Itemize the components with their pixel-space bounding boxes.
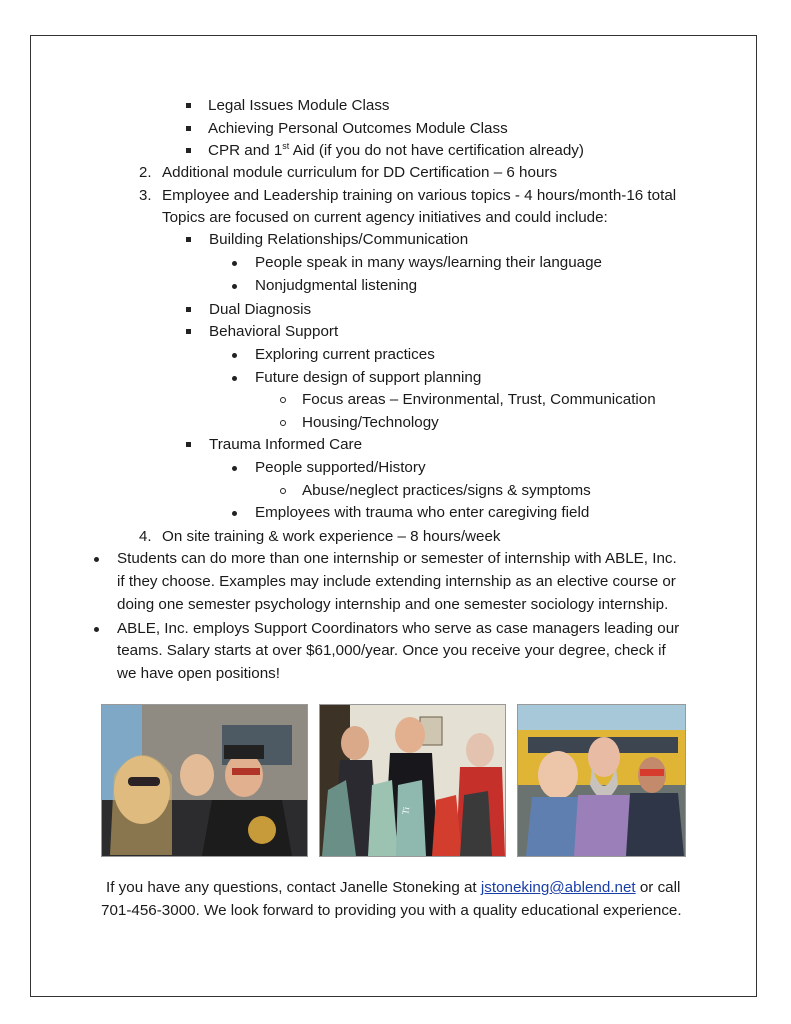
topic-dual-diagnosis: Dual Diagnosis bbox=[209, 301, 312, 318]
subtopic: Nonjudgmental listening bbox=[255, 277, 418, 294]
subtopic: Future design of support planning bbox=[255, 369, 482, 386]
circle-bullet-icon bbox=[280, 488, 286, 494]
list-number: 4. bbox=[139, 528, 152, 545]
square-bullet-icon bbox=[186, 329, 191, 334]
sub-subtopic: Housing/Technology bbox=[302, 414, 439, 431]
round-bullet-icon bbox=[232, 353, 237, 358]
subtopic: Exploring current practices bbox=[255, 346, 435, 363]
list-item-leadership-training: Employee and Leadership training on various topics - 4 hours/month-16 total bbox=[162, 187, 677, 204]
module-item-outcomes: Achieving Personal Outcomes Module Class bbox=[208, 120, 508, 137]
round-bullet-icon bbox=[94, 557, 99, 562]
round-bullet-icon bbox=[232, 511, 237, 516]
round-bullet-icon bbox=[232, 261, 237, 266]
module-item-legal: Legal Issues Module Class bbox=[208, 97, 390, 114]
photo-group-by-bus bbox=[517, 704, 686, 857]
bullet-support-coordinators-line: ABLE, Inc. employs Support Coordinators who serve as case managers leading our bbox=[117, 620, 680, 637]
subtopic: Employees with trauma who enter caregiving field bbox=[255, 504, 590, 521]
square-bullet-icon bbox=[186, 103, 191, 108]
email-link[interactable]: jstoneking@ablend.net bbox=[480, 879, 636, 896]
module-item-cpr: CPR and 1st Aid (if you do not have certification already) bbox=[208, 140, 584, 159]
photo-students-outdoors bbox=[101, 704, 308, 857]
square-bullet-icon bbox=[186, 237, 191, 242]
subtopic: People speak in many ways/learning their language bbox=[255, 254, 602, 271]
list-item-continuation: Topics are focused on current agency initiatives and could include: bbox=[162, 209, 608, 226]
round-bullet-icon bbox=[232, 376, 237, 381]
topic-building-relationships: Building Relationships/Communication bbox=[209, 231, 469, 248]
square-bullet-icon bbox=[186, 307, 191, 312]
circle-bullet-icon bbox=[280, 397, 286, 403]
sub-subtopic: Abuse/neglect practices/signs & symptoms bbox=[302, 482, 591, 499]
sub-subtopic: Focus areas – Environmental, Trust, Communication bbox=[302, 391, 656, 408]
sign-lettering: Ti bbox=[400, 806, 412, 816]
square-bullet-icon bbox=[186, 442, 191, 447]
photo-painted-signs bbox=[319, 704, 506, 857]
subtopic: People supported/History bbox=[255, 459, 426, 476]
list-item-dd-certification: Additional module curriculum for DD Certification – 6 hours bbox=[162, 164, 558, 181]
round-bullet-icon bbox=[94, 627, 99, 632]
bullet-internship-line: if they choose. Examples may include extending internship as an elective course or bbox=[117, 573, 676, 590]
square-bullet-icon bbox=[186, 148, 191, 153]
round-bullet-icon bbox=[232, 284, 237, 289]
contact-line-1: If you have any questions, contact Janelle Stoneking at jstoneking@ablend.net or call bbox=[106, 879, 681, 896]
bullet-internship-line: Students can do more than one internship or semester of internship with ABLE, Inc. bbox=[117, 550, 677, 567]
list-item-onsite-training: On site training & work experience – 8 hours/week bbox=[162, 528, 501, 545]
contact-line-2: 701-456-3000. We look forward to providing you with a quality educational experience. bbox=[101, 902, 682, 919]
bullet-internship-line: doing one semester psychology internship and one semester sociology internship. bbox=[117, 596, 669, 613]
bullet-support-coordinators-line: teams. Salary starts at over $61,000/year. Once you receive your degree, check if bbox=[117, 642, 666, 659]
round-bullet-icon bbox=[232, 466, 237, 471]
topic-behavioral-support: Behavioral Support bbox=[209, 323, 339, 340]
topic-trauma-informed-care: Trauma Informed Care bbox=[209, 436, 363, 453]
list-number: 2. bbox=[139, 164, 152, 181]
bullet-support-coordinators-line: we have open positions! bbox=[117, 665, 280, 682]
square-bullet-icon bbox=[186, 126, 191, 131]
list-number: 3. bbox=[139, 187, 152, 204]
circle-bullet-icon bbox=[280, 420, 286, 426]
